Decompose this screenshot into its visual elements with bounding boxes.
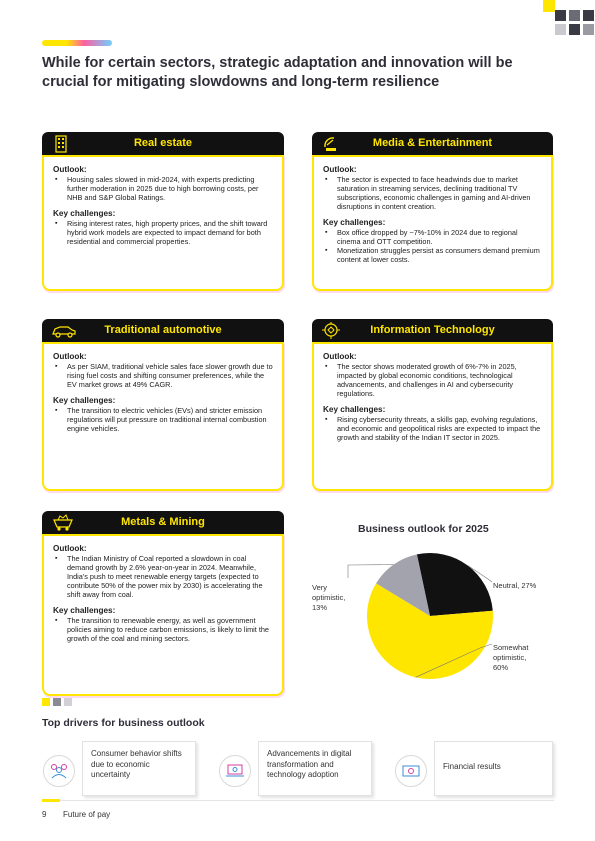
section-it: [312, 319, 553, 491]
section-body: [312, 342, 553, 491]
gradient-accent-bar: [42, 40, 112, 46]
deco-square-yellow: [42, 698, 50, 706]
challenge-item: ▪ Box office dropped by ~7%-10% in 2024 due to regional cinema and OTT competition.: [323, 228, 542, 246]
outlook-item: ▪ The sector is expected to face headwinds due to market saturation in streaming services, declining traditional TV subscriptions, economic challenges in gaming and AI-driven disruptions in content creation.: [323, 175, 542, 211]
section-body: [42, 155, 284, 291]
driver-label: Financial results: [443, 762, 501, 771]
challenge-item: ▪ The transition to electric vehicles (EVs) and stricter emission regulations will put pressure on traditional internal combustion engine vehicles.: [53, 406, 273, 433]
building-icon: [51, 134, 71, 153]
car-icon: [51, 321, 77, 340]
page-number: 9: [42, 810, 47, 819]
challenges-label: Key challenges:: [53, 209, 116, 218]
section-body: [42, 534, 284, 696]
corner-yellow-square: [543, 0, 555, 12]
section-title: Information Technology: [370, 324, 495, 336]
section-header: [42, 511, 284, 534]
section-header: [42, 319, 284, 342]
devices-icon: [219, 755, 251, 787]
outlook-item: ▪ Housing sales slowed in mid-2024, with experts predicting further moderation in 2025 due to high borrowing costs, per NHB and S&P Global Ratings.: [53, 175, 273, 202]
mining-cart-icon: [51, 513, 75, 532]
section-header: [312, 132, 553, 155]
drivers-title: Top drivers for business outlook: [42, 717, 205, 729]
driver-card: [82, 741, 196, 796]
challenges-label: Key challenges:: [323, 218, 386, 227]
deco-square-grey: [53, 698, 61, 706]
outlook-item: ▪ The sector shows moderated growth of 6%-7% in 2025, impacted by global economic conditions, technological advancements, and challenges in AI and cybersecurity regulations.: [323, 362, 542, 398]
section-body: [42, 342, 284, 491]
corner-logo-grid: [555, 10, 595, 36]
driver-label: Advancements in digital transformation and technology adoption: [267, 749, 352, 779]
section-header: [42, 132, 284, 155]
section-metals: [42, 511, 284, 696]
money-icon: [395, 755, 427, 787]
outlook-label: Outlook:: [53, 165, 87, 174]
satellite-dish-icon: [321, 134, 341, 153]
people-icon: [43, 755, 75, 787]
challenge-item: ▪ Rising interest rates, high property prices, and the shift toward hybrid work models are expected to impact demand for both residential and commercial properties.: [53, 219, 273, 246]
outlook-label: Outlook:: [53, 544, 87, 553]
footer-accent: [42, 799, 60, 802]
outlook-item: ▪ As per SIAM, traditional vehicle sales face slower growth due to rising fuel costs and shifting consumer preferences, while the EV market grows at 49% CAGR.: [53, 362, 273, 389]
pie-slice-neutral: [417, 553, 493, 616]
section-title: Traditional automotive: [104, 324, 222, 336]
outlook-label: Outlook:: [323, 165, 357, 174]
challenges-label: Key challenges:: [53, 396, 116, 405]
section-title: Real estate: [133, 137, 193, 149]
section-title: Media & Entertainment: [372, 137, 493, 149]
outlook-label: Outlook:: [323, 352, 357, 361]
challenges-label: Key challenges:: [323, 405, 386, 414]
challenge-item: ▪ Rising cybersecurity threats, a skills gap, evolving regulations, and economic and geopolitical risks are expected to impact the growth and stability of the Indian IT sector in 2025.: [323, 415, 542, 442]
section-media: [312, 132, 553, 291]
page-title: While for certain sectors, strategic adaptation and innovation will be crucial for mitigating slowdowns and long-term resilience: [42, 55, 513, 90]
section-title: Metals & Mining: [121, 516, 205, 528]
driver-card: [258, 741, 372, 796]
footer-title: Future of pay: [63, 810, 111, 819]
section-automotive: [42, 319, 284, 491]
challenges-label: Key challenges:: [53, 606, 116, 615]
driver-card: [434, 741, 553, 796]
challenge-item: ▪ Monetization struggles persist as consumers demand premium content at lower costs.: [323, 246, 542, 264]
challenge-item: ▪ The transition to renewable energy, as well as government policies aiming to reduce carbon emissions, is likely to limit the growth of the coal and mining sectors.: [53, 616, 273, 643]
pie-label-somewhat-optimistic: Somewhat optimistic, 60%: [493, 643, 529, 672]
chart-title: Business outlook for 2025: [358, 523, 489, 535]
outlook-item: ▪ The Indian Ministry of Coal reported a slowdown in coal demand growth by 2.6% year-on-year in 2024. Meanwhile, India's push to meet renewable energy targets (expected to contribute 50% of the power mix by 2030) is accelerating the shift away from coal.: [53, 554, 273, 599]
outlook-label: Outlook:: [53, 352, 87, 361]
pie-label-very-optimistic: Very optimistic, 13%: [312, 583, 346, 612]
brain-chip-icon: [321, 321, 341, 340]
section-body: [312, 155, 553, 291]
section-header: [312, 319, 553, 342]
section-real-estate: [42, 132, 284, 291]
pie-label-neutral: Neutral, 27%: [493, 581, 537, 590]
driver-label: Consumer behavior shifts due to economic uncertainty: [91, 749, 182, 779]
deco-square-light: [64, 698, 72, 706]
footer-divider: [42, 800, 554, 801]
